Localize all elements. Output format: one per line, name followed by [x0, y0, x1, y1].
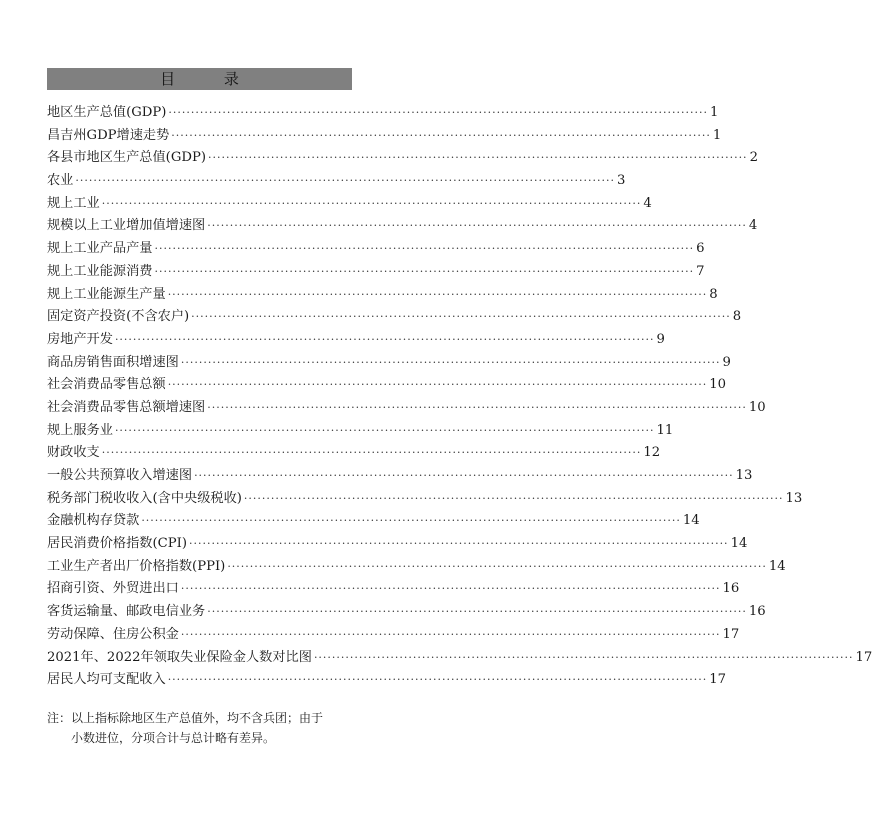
- toc-entry-page: 14: [682, 513, 700, 529]
- toc-entry-label: 财政收支: [47, 445, 100, 461]
- toc-entry[interactable]: [47, 170, 626, 193]
- toc-leader-dots: ························································································································: [313, 650, 854, 664]
- toc-entry-label: 规上工业产品产量: [47, 241, 153, 257]
- toc-entry-page: 9: [656, 331, 665, 347]
- toc-entry-page: 12: [643, 445, 661, 461]
- toc-entry-page: 7: [696, 263, 705, 279]
- toc-entry[interactable]: [47, 238, 705, 261]
- toc-entry-label: 金融机构存贷款: [47, 513, 140, 529]
- toc-entry-page: 16: [722, 581, 740, 597]
- toc-entry-label: 各县市地区生产总值(GDP): [47, 150, 206, 166]
- toc-entry-page: 1: [710, 105, 719, 120]
- toc-leader-dots: ························································································································: [101, 196, 642, 210]
- toc-entry-label: 规上工业能源消费: [47, 263, 153, 279]
- toc-entry-label: 商品房销售面积增速图: [47, 354, 179, 370]
- toc-entry[interactable]: [47, 397, 766, 420]
- toc-leader-dots: ························································································································: [180, 627, 721, 641]
- toc-entry[interactable]: [47, 193, 652, 216]
- toc-entry[interactable]: [47, 420, 674, 443]
- toc-entry-page: 4: [748, 218, 758, 234]
- toc-entry[interactable]: [47, 125, 722, 148]
- toc-leader-dots: ························································································································: [207, 605, 747, 619]
- toc-entry-page: 17: [722, 626, 740, 642]
- toc-leader-dots: ························································································································: [207, 400, 747, 414]
- toc-entry-label: 地区生产总值(GDP): [47, 105, 167, 120]
- toc-entry-label: 固定资产投资(不含农户): [47, 309, 190, 325]
- toc-entry-label: 工业生产者出厂价格指数(PPI): [47, 558, 226, 574]
- toc-leader-dots: ························································································································: [167, 287, 708, 301]
- toc-entry-page: 4: [643, 195, 652, 211]
- toc-entry-page: 13: [735, 468, 753, 483]
- toc-entry[interactable]: [47, 578, 740, 601]
- toc-entry[interactable]: [47, 284, 718, 307]
- toc-entry[interactable]: [47, 624, 740, 647]
- toc-leader-dots: ························································································································: [167, 378, 708, 392]
- toc-entry-label: 客货运输量、邮政电信业务: [47, 604, 206, 620]
- toc-entry[interactable]: [47, 669, 727, 692]
- toc-leader-dots: ························································································································: [194, 469, 734, 482]
- toc-entry-page: 16: [748, 604, 766, 620]
- toc-leader-dots: ························································································································: [227, 559, 767, 573]
- toc-leader-dots: ························································································································: [141, 514, 681, 528]
- toc-entry-page: 8: [709, 286, 718, 302]
- toc-entry-label: 劳动保障、住房公积金: [47, 626, 179, 642]
- toc-entry[interactable]: [47, 442, 661, 465]
- toc-entry-label: 招商引资、外贸进出口: [47, 581, 179, 597]
- toc-entry[interactable]: [47, 147, 758, 170]
- toc-leader-dots: ························································································································: [114, 423, 655, 437]
- toc-leader-dots: ························································································································: [243, 491, 784, 505]
- toc-leader-dots: ························································································································: [168, 106, 708, 119]
- toc-entry[interactable]: [47, 306, 742, 329]
- toc-entry[interactable]: [47, 261, 705, 284]
- toc-leader-dots: ························································································································: [207, 151, 748, 165]
- toc-list: [47, 102, 872, 692]
- toc-leader-dots: ························································································································: [171, 128, 711, 142]
- toc-note-line-1: 注：以上指标除地区生产总值外，均不含兵团；由于: [47, 711, 324, 725]
- toc-leader-dots: ························································································································: [191, 310, 731, 324]
- toc-entry-page: 10: [748, 399, 766, 415]
- toc-leader-dots: ························································································································: [167, 673, 708, 687]
- toc-leader-dots: ························································································································: [207, 219, 747, 233]
- toc-entry[interactable]: [47, 329, 665, 352]
- toc-entry-label: 居民人均可支配收入: [47, 672, 166, 688]
- toc-entry-page: 10: [709, 377, 727, 393]
- toc-note: [47, 708, 357, 748]
- toc-entry-label: 社会消费品零售总额: [47, 377, 166, 393]
- toc-entry-page: 14: [768, 558, 786, 574]
- toc-entry-label: 规上工业: [47, 195, 100, 211]
- toc-entry-page: 1: [712, 127, 722, 143]
- toc-entry-page: 3: [616, 173, 626, 189]
- toc-entry-page: 17: [855, 649, 872, 665]
- toc-leader-dots: ························································································································: [101, 446, 642, 460]
- toc-leader-dots: ························································································································: [114, 332, 655, 346]
- toc-entry[interactable]: [47, 352, 731, 375]
- toc-entry[interactable]: [47, 215, 758, 238]
- toc-entry[interactable]: [47, 647, 872, 670]
- toc-note-line-2: 小数进位，分项合计与总计略有差异。: [71, 731, 276, 745]
- toc-leader-dots: ························································································································: [180, 582, 721, 596]
- toc-leader-dots: ························································································································: [75, 174, 615, 188]
- toc-header-bar: [47, 68, 352, 90]
- toc-entry-label: 规模以上工业增加值增速图: [47, 218, 206, 234]
- toc-entry[interactable]: [47, 102, 719, 125]
- toc-entry-page: 8: [732, 309, 742, 325]
- toc-entry-page: 14: [730, 536, 748, 552]
- toc-entry-page: 9: [722, 354, 731, 370]
- toc-entry-label: 规上工业能源生产量: [47, 286, 166, 302]
- toc-entry-label: 昌吉州GDP增速走势: [47, 127, 170, 143]
- toc-entry[interactable]: [47, 488, 803, 511]
- toc-leader-dots: ························································································································: [180, 355, 721, 369]
- toc-leader-dots: ························································································································: [154, 242, 695, 256]
- toc-entry-page: 2: [749, 150, 758, 166]
- toc-entry[interactable]: [47, 510, 700, 533]
- toc-entry-label: 农业: [47, 173, 74, 189]
- toc-entry-label: 居民消费价格指数(CPI): [47, 536, 187, 552]
- toc-title: 目 录: [160, 70, 261, 88]
- toc-entry-label: 规上服务业: [47, 422, 113, 438]
- toc-entry-label: 一般公共预算收入增速图: [47, 468, 193, 483]
- toc-entry-label: 2021年、2022年领取失业保险金人数对比图: [47, 649, 312, 665]
- toc-entry[interactable]: [47, 556, 786, 579]
- toc-entry-page: 6: [696, 241, 705, 257]
- toc-entry-page: 13: [785, 490, 803, 506]
- toc-entry[interactable]: [47, 465, 753, 488]
- toc-entry-label: 房地产开发: [47, 331, 113, 347]
- toc-entry-label: 税务部门税收收入(含中央级税收): [47, 490, 242, 506]
- toc-entry-label: 社会消费品零售总额增速图: [47, 399, 206, 415]
- toc-leader-dots: ························································································································: [154, 264, 695, 278]
- toc-entry[interactable]: [47, 533, 748, 556]
- toc-leader-dots: ························································································································: [188, 537, 729, 551]
- toc-entry[interactable]: [47, 374, 727, 397]
- toc-entry-page: 11: [656, 422, 674, 438]
- toc-entry[interactable]: [47, 601, 766, 624]
- toc-entry-page: 17: [709, 672, 727, 688]
